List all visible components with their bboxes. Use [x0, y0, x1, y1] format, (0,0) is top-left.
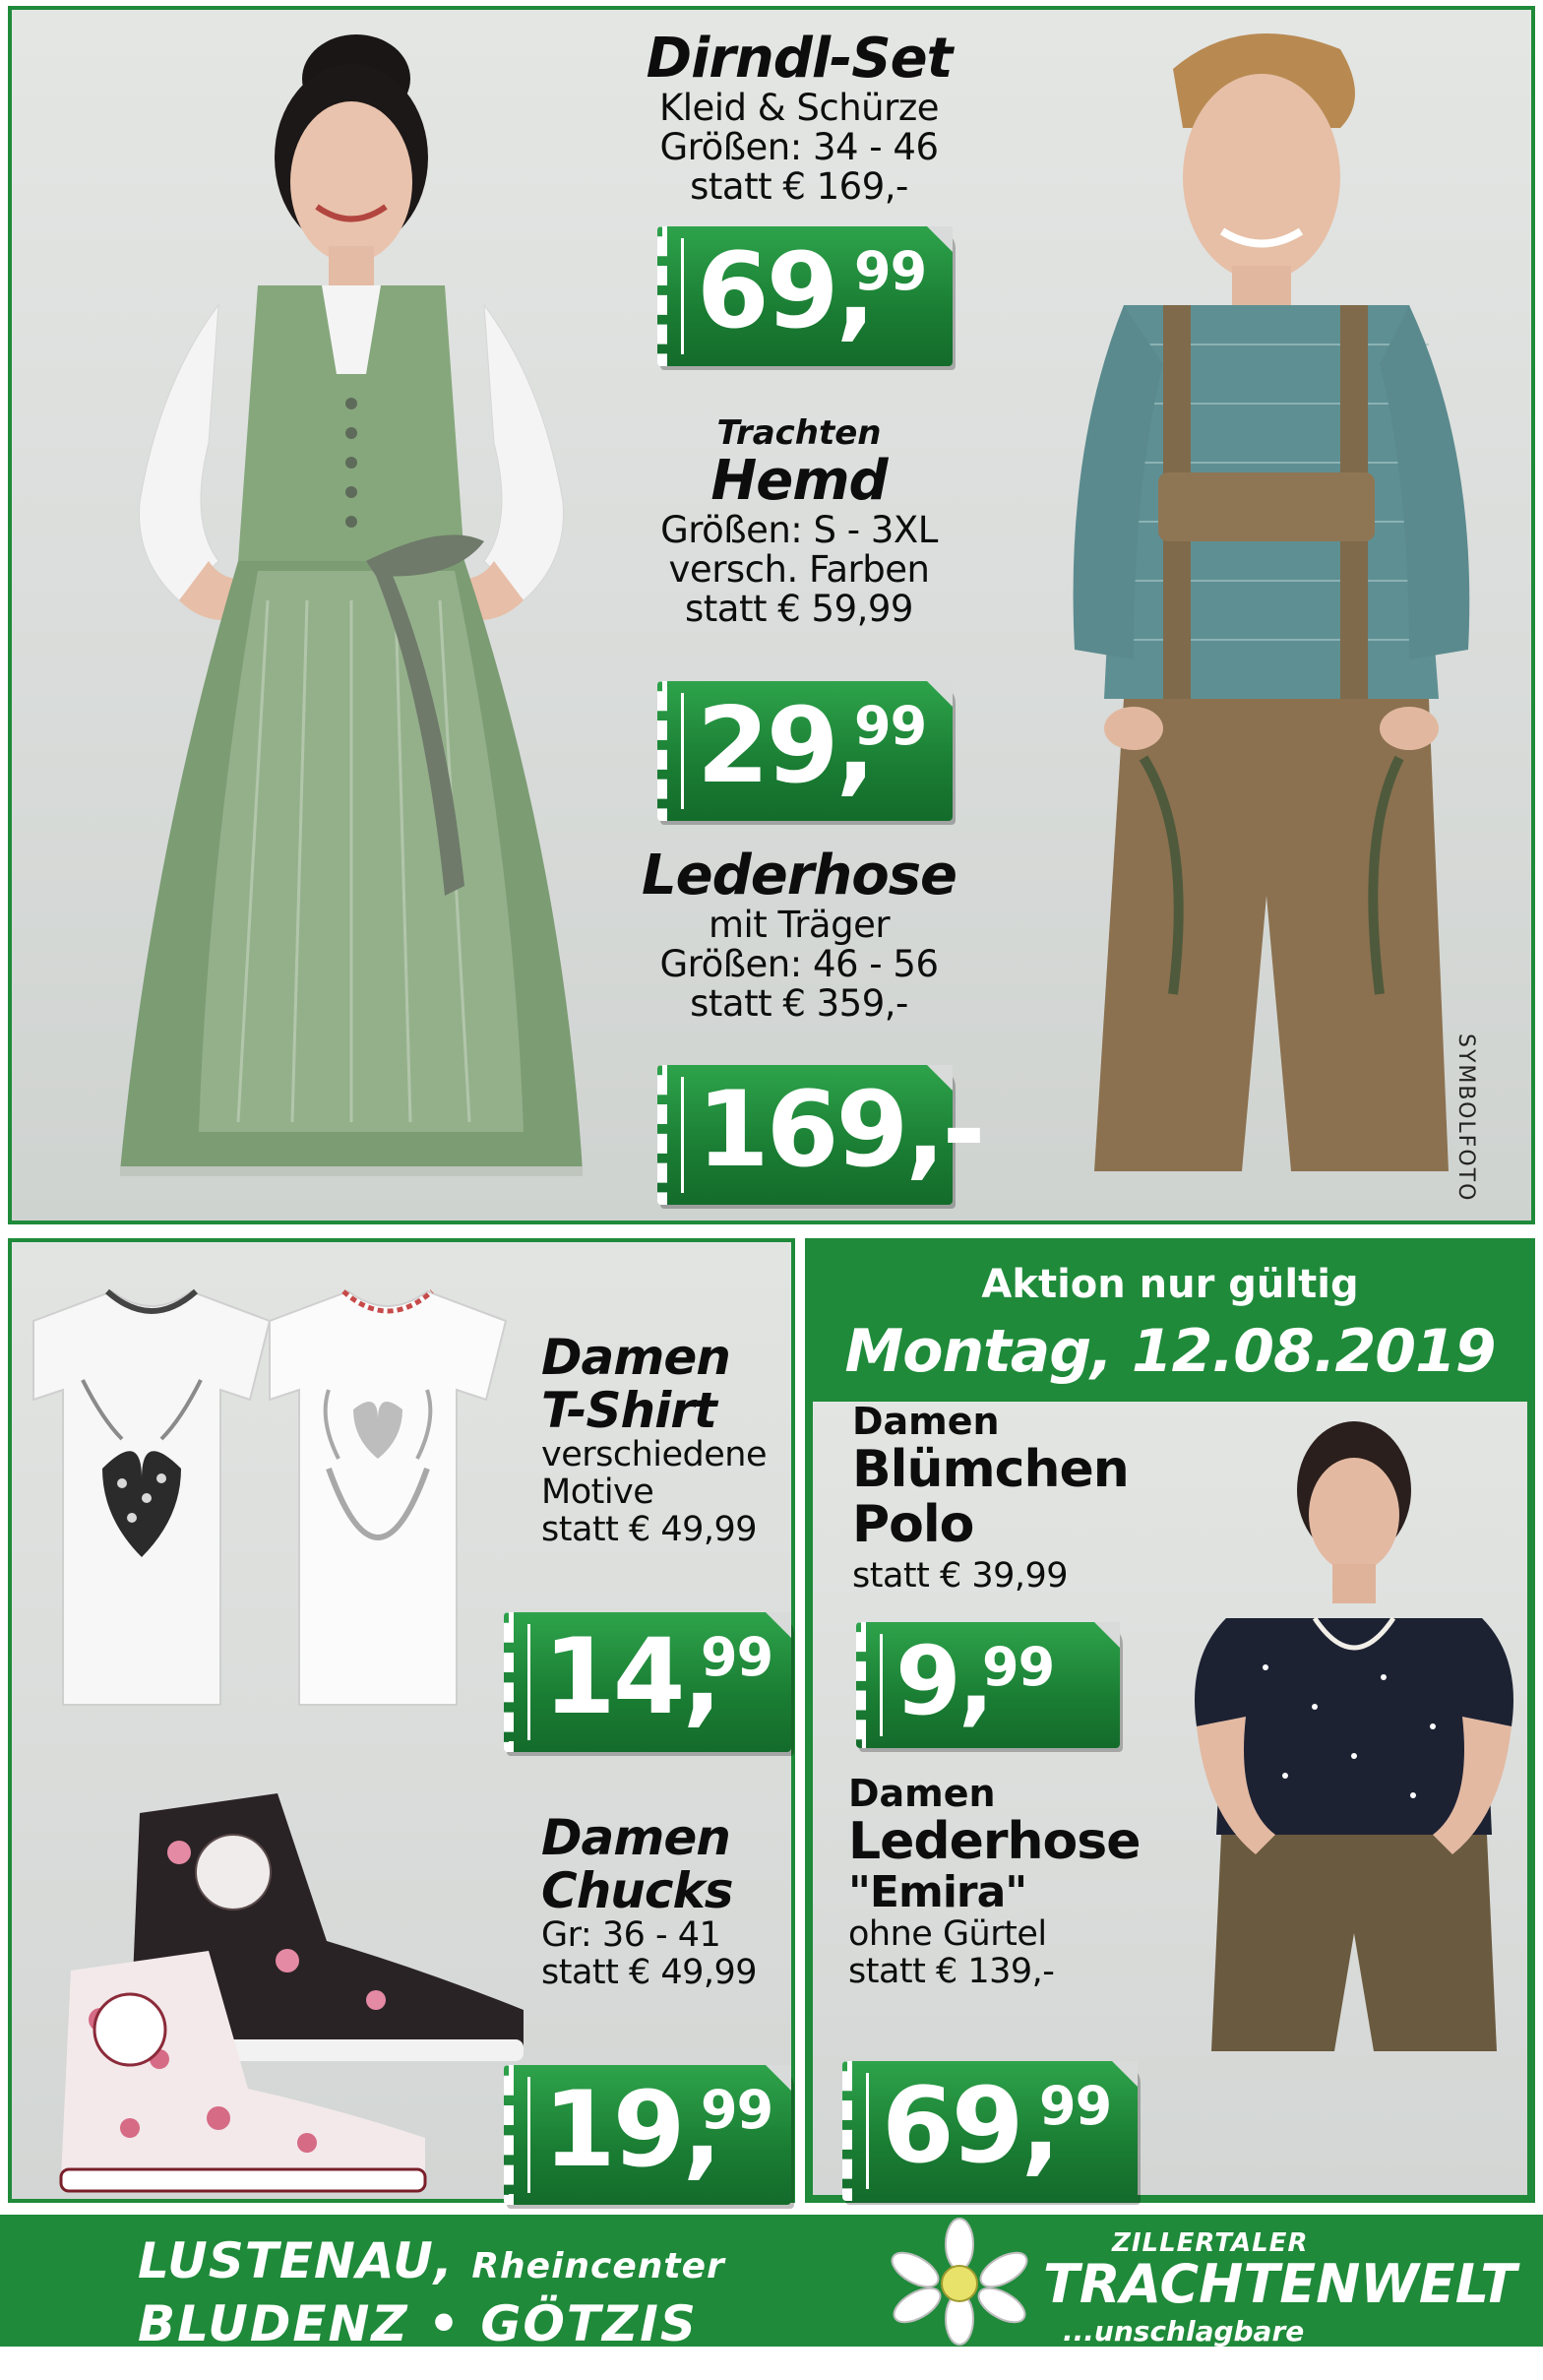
symbolfoto-label: SYMBOLFOTO — [1453, 1033, 1478, 1203]
lederhose-line-2: Größen: 46 - 56 — [659, 943, 939, 986]
polo-price-main: 9, — [895, 1626, 992, 1736]
dirndl-text-block — [622, 27, 976, 209]
dirndl-model-photo — [71, 10, 622, 1221]
tshirt-line-2: Motive — [541, 1472, 654, 1512]
polo-model-photo — [1167, 1421, 1521, 2189]
tshirt-photo — [14, 1282, 545, 1734]
lederhose-damen-price-cents: 99 — [1039, 2075, 1112, 2137]
edelweiss-icon — [886, 2221, 1033, 2343]
polo-old-price: statt € 39,99 — [852, 1556, 1069, 1597]
lederhose-damen-text-block — [848, 1774, 1183, 1990]
hemd-title: Hemd — [710, 448, 888, 513]
tshirt-title-1: Damen — [541, 1329, 730, 1386]
aktion-banner — [809, 1262, 1531, 1387]
chucks-old-price: statt € 49,99 — [541, 1952, 758, 1992]
tshirt-old-price: statt € 49,99 — [541, 1509, 758, 1549]
brand-small: ZILLERTALER — [1112, 2228, 1309, 2258]
lederhose-damen-title-3: "Emira" — [848, 1867, 1027, 1918]
tshirt-price-cents: 99 — [701, 1626, 773, 1688]
polo-price-cents: 99 — [982, 1636, 1055, 1698]
store-locations — [138, 2232, 725, 2352]
tshirt-text-block — [541, 1331, 797, 1548]
lederhose-damen-title-1: Damen — [848, 1772, 996, 1815]
dirndl-line-1: Kleid & Schürze — [658, 87, 940, 130]
dirndl-title: Dirndl-Set — [646, 27, 953, 91]
bottom-left-panel — [8, 1238, 795, 2203]
chucks-photo — [31, 1774, 543, 2187]
hemd-kicker: Trachten — [716, 413, 882, 453]
tshirt-line-1: verschiedene — [541, 1435, 768, 1474]
aktion-date: Montag, 12.08.2019 — [844, 1317, 1496, 1387]
dirndl-old-price: statt € 169,- — [690, 165, 908, 209]
polo-text-block — [852, 1402, 1187, 1596]
lederhose-damen-title-2: Lederhose — [848, 1812, 1141, 1872]
hemd-price-cents: 99 — [854, 695, 927, 757]
tshirt-title-2: T-Shirt — [541, 1382, 716, 1439]
tshirt-price-tag — [504, 1612, 791, 1752]
lederhose-title: Lederhose — [642, 844, 957, 908]
store-bludenz-goetzis: BLUDENZ • GÖTZIS — [138, 2295, 698, 2352]
aktion-line: Aktion nur gültig — [981, 1262, 1359, 1307]
store-lustenau-sub: Rheincenter — [471, 2246, 725, 2286]
brand-logo — [1043, 2228, 1543, 2380]
lederhose-damen-line-1: ohne Gürtel — [848, 1913, 1047, 1954]
dirndl-price-main: 69, — [697, 230, 873, 351]
lederhose-model-photo — [1045, 10, 1508, 1221]
lederhose-text-block — [622, 846, 976, 1024]
dirndl-price-tag — [657, 226, 953, 366]
store-lustenau: LUSTENAU, — [138, 2232, 454, 2289]
lederhose-damen-old-price: statt € 139,- — [848, 1951, 1055, 1991]
hemd-price-tag — [657, 681, 953, 821]
brand-tagline: ...unschlagbare Trachtenpreise! — [1063, 2315, 1308, 2380]
lederhose-damen-price-main: 69, — [882, 2065, 1058, 2186]
chucks-line-1: Gr: 36 - 41 — [541, 1915, 721, 1955]
chucks-price-tag — [504, 2065, 791, 2205]
hemd-old-price: statt € 59,99 — [685, 588, 913, 631]
lederhose-price-main: 169,- — [697, 1069, 983, 1190]
polo-price-tag — [856, 1622, 1120, 1748]
chucks-text-block — [541, 1811, 797, 1992]
polo-title-3: Polo — [852, 1495, 974, 1555]
tshirt-price-main: 14, — [543, 1616, 719, 1737]
polo-title-1: Damen — [852, 1400, 1000, 1443]
chucks-price-cents: 99 — [701, 2079, 773, 2141]
chucks-title-1: Damen — [541, 1809, 730, 1866]
dirndl-price-cents: 99 — [854, 240, 927, 302]
hemd-line-1: Größen: S - 3XL — [660, 509, 938, 552]
polo-title-2: Blümchen — [852, 1440, 1129, 1500]
hemd-price-main: 29, — [697, 685, 873, 806]
lederhose-price-tag — [657, 1065, 983, 1205]
footer-bar — [0, 2215, 1543, 2380]
dirndl-line-2: Größen: 34 - 46 — [659, 126, 939, 169]
bottom-right-content — [813, 1402, 1527, 2195]
chucks-price-main: 19, — [543, 2069, 719, 2190]
lederhose-damen-price-tag — [842, 2061, 1138, 2201]
lederhose-line-1: mit Träger — [708, 904, 891, 947]
hemd-line-2: versch. Farben — [668, 548, 930, 592]
hemd-text-block — [622, 415, 976, 629]
brand-big: TRACHTENWELT — [1043, 2253, 1517, 2315]
bottom-right-panel — [805, 1238, 1535, 2203]
chucks-title-2: Chucks — [541, 1862, 733, 1919]
top-panel — [8, 6, 1535, 1224]
lederhose-old-price: statt € 359,- — [690, 982, 908, 1026]
